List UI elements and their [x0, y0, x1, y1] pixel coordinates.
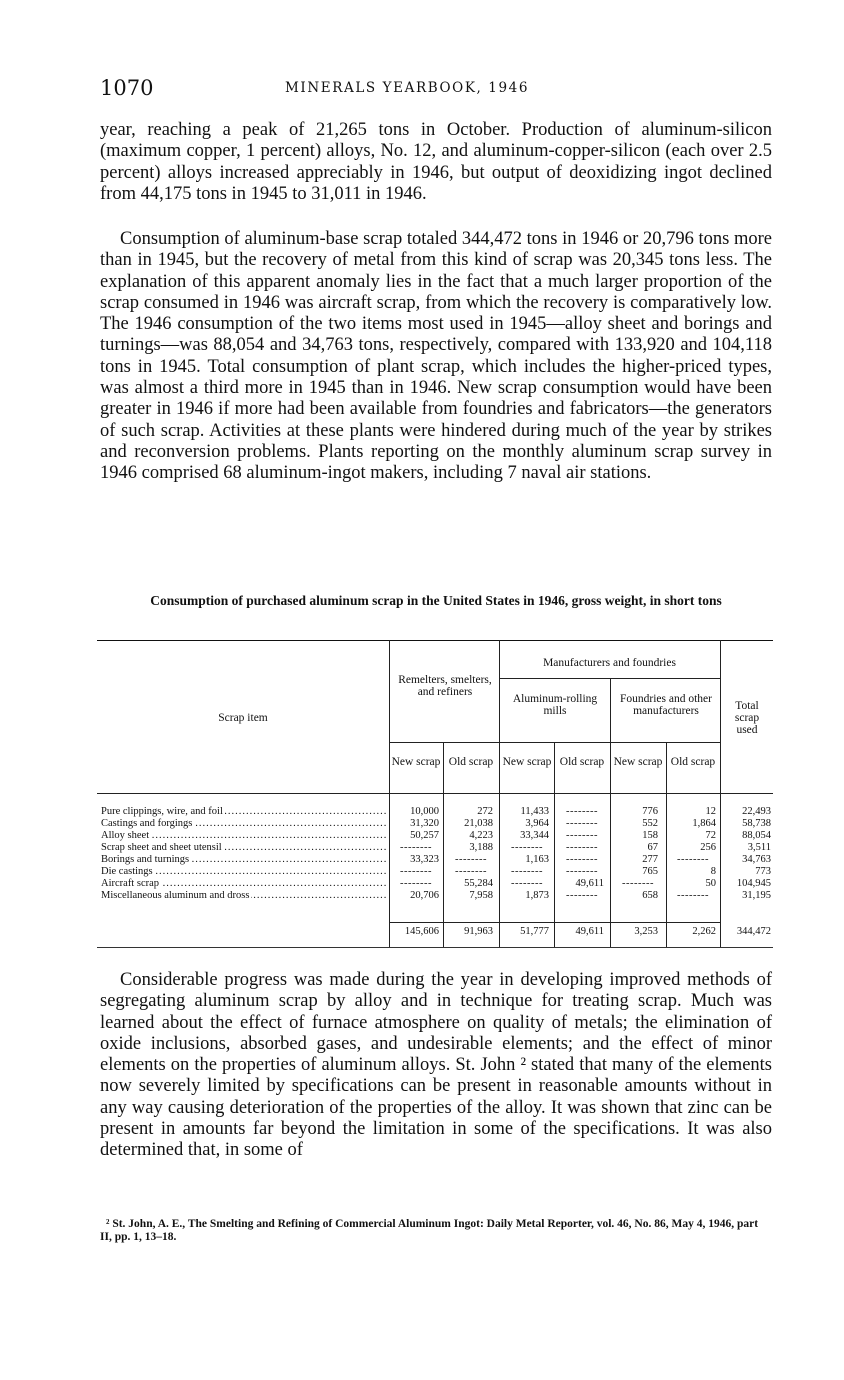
header-rolling-mills: Aluminum-rolling mills	[512, 693, 598, 717]
header-total: Total scrap used	[734, 700, 760, 736]
header-rule	[499, 678, 720, 679]
cell-rolling-old: --------	[566, 866, 598, 877]
cell-foundries-old: 12	[705, 806, 716, 817]
header-foundries: Foundries and other manufacturers	[620, 693, 712, 717]
header-new-scrap: New scrap	[502, 756, 552, 768]
total-remelters-old: 91,963	[464, 926, 493, 937]
cell-foundries-old: 72	[705, 830, 716, 841]
total-rolling-new: 51,777	[520, 926, 549, 937]
cell-rolling-old: --------	[566, 854, 598, 865]
paragraph-2: Consumption of aluminum-base scrap totaled 344,472 tons in 1946 or 20,796 tons more than in 1945, but the recovery of metal from this kind of scrap was 20,345 tons less. The explanation of this apparent anomaly lies in the fact that a much larger proportion of the scrap consumed in 1946 was aircraft scrap, from which the recovery is comparatively low. The 1946 consumption of the two items most used in 1945—alloy sheet and borings and turnings—was 88,054 and 34,763 tons, respectively, compared with 133,920 and 104,118 tons in 1945. Total consumption of plant scrap, which includes the higher-priced types, was almost a third more in 1945 than in 1946. New scrap consumption would have been greater in 1946 if more had been available from foundries and fabricators—the generators of such scrap. Activities at these plants were hindered during much of the year by strikes and reconversion problems. Plants reporting on the monthly aluminum scrap survey in 1946 comprised 68 aluminum-ingot makers, including 7 naval air stations.	[100, 229, 772, 484]
cell-remelters-old: 3,188	[469, 842, 493, 853]
cell-foundries-new: 158	[642, 830, 658, 841]
table-row	[97, 866, 773, 878]
row-label: Pure clippings, wire, and foil	[101, 806, 223, 817]
scrap-consumption-table	[97, 640, 773, 950]
cell-total: 34,763	[742, 854, 771, 865]
header-old-scrap: Old scrap	[670, 756, 716, 768]
cell-foundries-new: 552	[642, 818, 658, 829]
table-top-rule	[97, 640, 773, 641]
cell-remelters-new: 33,323	[410, 854, 439, 865]
cell-foundries-old: --------	[677, 890, 709, 901]
grand-total: 344,472	[736, 926, 771, 937]
cell-rolling-new: 3,964	[525, 818, 549, 829]
table-row	[97, 818, 773, 830]
cell-remelters-old: 4,223	[469, 830, 493, 841]
cell-total: 58,738	[742, 818, 771, 829]
total-remelters-new: 145,606	[404, 926, 439, 937]
cell-rolling-old: --------	[566, 806, 598, 817]
cell-remelters-old: --------	[455, 866, 487, 877]
row-label: Castings and forgings	[101, 818, 193, 829]
cell-remelters-old: 21,038	[464, 818, 493, 829]
cell-total: 88,054	[742, 830, 771, 841]
cell-foundries-old: 50	[705, 878, 716, 889]
total-foundries-old: 2,262	[692, 926, 716, 937]
cell-rolling-new: 11,433	[520, 806, 549, 817]
row-label: Alloy sheet	[101, 830, 150, 841]
cell-remelters-new: 10,000	[410, 806, 439, 817]
cell-remelters-old: 55,284	[464, 878, 493, 889]
totals-row	[97, 926, 773, 938]
row-label: Scrap sheet and sheet utensil	[101, 842, 222, 853]
cell-foundries-old: 8	[710, 866, 716, 877]
cell-rolling-old: --------	[566, 830, 598, 841]
cell-rolling-new: 1,873	[525, 890, 549, 901]
row-label: Die castings	[101, 866, 153, 877]
row-label: Borings and turnings	[101, 854, 190, 865]
cell-total: 22,493	[742, 806, 771, 817]
cell-rolling-new: --------	[511, 878, 543, 889]
cell-remelters-new: --------	[400, 878, 432, 889]
header-old-scrap: Old scrap	[448, 756, 494, 768]
cell-remelters-old: 272	[477, 806, 493, 817]
cell-foundries-new: 658	[642, 890, 658, 901]
running-title: MINERALS YEARBOOK, 1946	[285, 80, 530, 96]
cell-rolling-old: --------	[566, 890, 598, 901]
table-row	[97, 854, 773, 866]
header-manufacturers: Manufacturers and foundries	[543, 657, 676, 669]
cell-foundries-new: 765	[642, 866, 658, 877]
cell-foundries-new: 776	[642, 806, 658, 817]
header-scrap-item: Scrap item	[218, 712, 268, 724]
row-label: Miscellaneous aluminum and dross	[101, 890, 250, 901]
table-row	[97, 842, 773, 854]
cell-foundries-old: --------	[677, 854, 709, 865]
cell-rolling-new: --------	[511, 842, 543, 853]
cell-total: 3,511	[747, 842, 771, 853]
cell-foundries-old: 256	[700, 842, 716, 853]
header-rule	[389, 742, 720, 743]
cell-rolling-new: 33,344	[520, 830, 549, 841]
cell-foundries-new: 67	[647, 842, 658, 853]
header-rule	[97, 793, 773, 794]
header-old-scrap: Old scrap	[559, 756, 605, 768]
cell-remelters-new: 20,706	[410, 890, 439, 901]
cell-remelters-new: 50,257	[410, 830, 439, 841]
row-label: Aircraft scrap	[101, 878, 160, 889]
table-row	[97, 830, 773, 842]
cell-rolling-new: --------	[511, 866, 543, 877]
table-bottom-rule	[97, 947, 773, 948]
cell-remelters-new: --------	[400, 842, 432, 853]
cell-total: 773	[755, 866, 771, 877]
header-new-scrap: New scrap	[391, 756, 441, 768]
cell-remelters-new: 31,320	[410, 818, 439, 829]
cell-rolling-new: 1,163	[525, 854, 549, 865]
header-new-scrap: New scrap	[613, 756, 663, 768]
cell-foundries-new: 277	[642, 854, 658, 865]
cell-rolling-old: 49,611	[575, 878, 604, 889]
table-caption: Consumption of purchased aluminum scrap in the United States in 1946, gross weight, in short tons	[150, 593, 722, 608]
cell-rolling-old: --------	[566, 842, 598, 853]
cell-total: 104,945	[736, 878, 771, 889]
header-remelters: Remelters, smelters, and refiners	[398, 674, 492, 698]
cell-remelters-new: --------	[400, 866, 432, 877]
table-row	[97, 806, 773, 818]
cell-foundries-new: --------	[622, 878, 654, 889]
page-header	[100, 76, 772, 102]
cell-remelters-old: --------	[455, 854, 487, 865]
paragraph-1: year, reaching a peak of 21,265 tons in October. Production of aluminum-silicon (maximum copper, 1 percent) alloys, No. 12, and aluminum-copper-silicon (each over 2.5 percent) alloys increased appreciably in 1946, but output of deoxidizing ingot declined from 44,175 tons in 1945 to 31,011 in 1946.	[100, 120, 772, 204]
total-foundries-new: 3,253	[634, 926, 658, 937]
cell-foundries-old: 1,864	[692, 818, 716, 829]
table-row	[97, 890, 773, 902]
page-number: 1070	[100, 76, 154, 100]
cell-rolling-old: --------	[566, 818, 598, 829]
cell-remelters-old: 7,958	[469, 890, 493, 901]
total-rolling-old: 49,611	[575, 926, 604, 937]
table-row	[97, 878, 773, 890]
footnote: ² St. John, A. E., The Smelting and Refining of Commercial Aluminum Ingot: Daily Metal Reporter, vol. 46, No. 86, May 4, 1946, part II, pp. 1, 13–18.	[100, 1218, 759, 1243]
totals-rule	[389, 922, 720, 923]
cell-total: 31,195	[742, 890, 771, 901]
paragraph-3: Considerable progress was made during the year in developing improved methods of segregating aluminum scrap by alloy and in technique for treating scrap. Much was learned about the effect of furnace atmosphere on quality of metals; the elimination of oxide inclusions, absorbed gases, and undesirable elements; and the effect of minor elements on the properties of aluminum alloys. St. John ² stated that many of the elements now severely limited by specifications can be present in reasonable amounts without in any way causing deterioration of the properties of the alloy. It was shown that zinc can be present in amounts far beyond the limitation in some of the specifications. It was also determined that, in some of	[100, 970, 772, 1161]
